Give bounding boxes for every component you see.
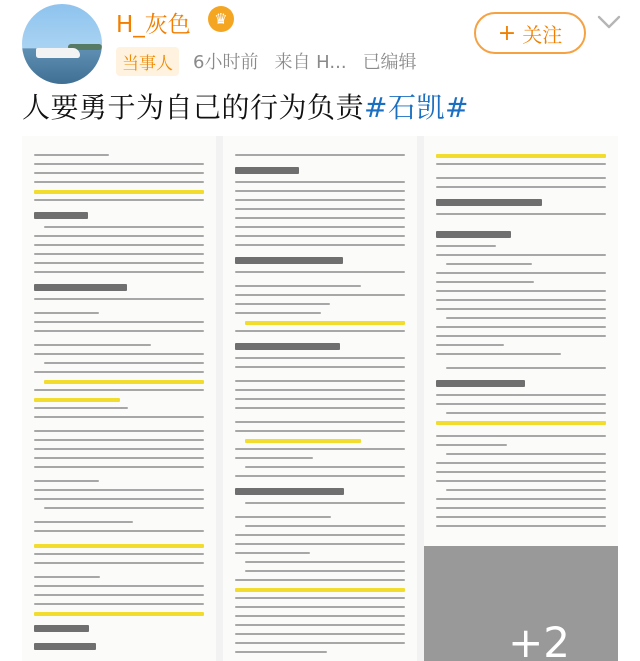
doc-text-line xyxy=(436,471,606,473)
chevron-down-icon[interactable] xyxy=(596,12,622,32)
doc-text-line xyxy=(235,330,405,332)
doc-text-line xyxy=(436,498,606,500)
doc-text-line xyxy=(34,448,204,450)
doc-text-line xyxy=(235,421,405,423)
post-source[interactable]: 来自 H... xyxy=(274,52,347,73)
doc-text-line xyxy=(235,303,330,305)
doc-text-line xyxy=(235,271,405,273)
doc-text-line xyxy=(235,651,327,653)
doc-section-heading xyxy=(235,488,344,495)
doc-text-line xyxy=(34,163,204,165)
hashtag-link[interactable]: #石凯# xyxy=(364,91,469,124)
doc-text-line xyxy=(235,294,405,296)
doc-text-line xyxy=(436,326,606,328)
doc-text-line xyxy=(235,615,405,617)
doc-highlight xyxy=(245,439,361,443)
doc-text-line xyxy=(34,389,204,391)
more-images-overlay[interactable] xyxy=(424,546,618,661)
doc-text-line xyxy=(436,444,507,446)
doc-text-line xyxy=(235,154,405,156)
doc-section-heading xyxy=(235,343,340,350)
doc-section-heading xyxy=(235,257,343,264)
doc-text-line xyxy=(446,489,606,491)
doc-text-line xyxy=(235,389,405,391)
doc-text-line xyxy=(34,530,204,532)
doc-text-line xyxy=(235,217,405,219)
doc-text-line xyxy=(44,226,204,228)
doc-text-line xyxy=(235,597,405,599)
doc-text-line xyxy=(34,344,151,346)
doc-text-line xyxy=(34,330,204,332)
doc-text-line xyxy=(34,371,204,373)
doc-text-line xyxy=(436,245,496,247)
post-time: 6小时前 xyxy=(193,52,259,73)
doc-text-line xyxy=(34,553,204,555)
doc-text-line xyxy=(436,525,606,527)
doc-text-line xyxy=(34,521,133,523)
doc-text-line xyxy=(34,253,204,255)
doc-text-line xyxy=(34,172,204,174)
doc-text-line xyxy=(436,394,606,396)
plus-icon: + xyxy=(497,20,517,46)
doc-text-line xyxy=(235,398,405,400)
doc-text-line xyxy=(446,453,606,455)
doc-text-line xyxy=(34,271,204,273)
doc-text-line xyxy=(235,430,405,432)
doc-highlight xyxy=(436,154,606,158)
doc-text-line xyxy=(235,606,405,608)
doc-text-line xyxy=(436,272,606,274)
doc-text-line xyxy=(436,308,606,310)
doc-text-line xyxy=(34,407,128,409)
doc-text-line xyxy=(245,525,405,527)
doc-text-line xyxy=(34,585,204,587)
more-images-count: +2 xyxy=(508,618,570,661)
post-meta xyxy=(116,46,417,76)
doc-section-heading xyxy=(34,625,89,632)
doc-text-line xyxy=(34,244,204,246)
doc-highlight xyxy=(34,398,120,402)
doc-text-line xyxy=(235,366,405,368)
avatar[interactable] xyxy=(22,4,102,84)
doc-text-line xyxy=(34,416,204,418)
doc-text-line xyxy=(436,507,606,509)
doc-text-line xyxy=(436,290,606,292)
doc-text-line xyxy=(235,457,313,459)
doc-section-heading xyxy=(436,380,525,387)
doc-text-line xyxy=(436,403,606,405)
doc-text-line xyxy=(34,321,204,323)
doc-section-heading xyxy=(235,167,299,174)
doc-text-line xyxy=(235,380,405,382)
doc-text-line xyxy=(436,435,606,437)
doc-text-line xyxy=(34,439,204,441)
doc-text-line xyxy=(34,489,204,491)
doc-highlight xyxy=(34,544,204,548)
doc-text-line xyxy=(34,262,204,264)
doc-text-line xyxy=(34,498,204,500)
doc-text-line xyxy=(34,199,204,201)
doc-text-line xyxy=(436,516,606,518)
doc-text-line xyxy=(235,579,405,581)
doc-text-line xyxy=(436,335,606,337)
doc-text-line xyxy=(34,480,99,482)
doc-text-line xyxy=(436,186,606,188)
doc-text-line xyxy=(235,475,405,477)
avatar-boat xyxy=(36,48,80,58)
document-image-2[interactable] xyxy=(223,136,417,661)
doc-text-line xyxy=(235,181,405,183)
doc-text-line xyxy=(446,412,606,414)
post-header xyxy=(0,0,640,90)
doc-text-line xyxy=(436,254,606,256)
doc-text-line xyxy=(235,312,321,314)
doc-text-line xyxy=(446,317,606,319)
doc-text-line xyxy=(235,448,405,450)
doc-text-line xyxy=(436,480,606,482)
doc-text-line xyxy=(235,552,310,554)
doc-section-heading xyxy=(436,199,542,206)
doc-text-line xyxy=(446,367,606,369)
doc-text-line xyxy=(436,299,606,301)
doc-text-line xyxy=(235,190,405,192)
post-body: 人要勇于为自己的行为负责 xyxy=(22,91,365,124)
doc-text-line xyxy=(446,263,532,265)
doc-text-line xyxy=(34,298,204,300)
doc-text-line xyxy=(34,181,204,183)
doc-text-line xyxy=(245,561,405,563)
doc-text-line xyxy=(44,362,204,364)
doc-text-line xyxy=(34,594,204,596)
doc-text-line xyxy=(34,466,204,468)
doc-text-line xyxy=(245,570,405,572)
doc-highlight xyxy=(235,588,405,592)
doc-text-line xyxy=(235,244,405,246)
doc-text-line xyxy=(245,502,405,504)
doc-text-line xyxy=(34,603,204,605)
doc-text-line xyxy=(34,576,100,578)
crown-icon: ♛ xyxy=(208,6,234,32)
doc-text-line xyxy=(436,344,504,346)
follow-button[interactable] xyxy=(474,12,586,54)
doc-text-line xyxy=(245,466,405,468)
doc-text-line xyxy=(34,154,109,156)
doc-section-heading xyxy=(34,212,88,219)
doc-text-line xyxy=(34,312,99,314)
doc-text-line xyxy=(235,357,405,359)
doc-text-line xyxy=(436,163,606,165)
doc-section-heading xyxy=(34,643,96,650)
document-image-1[interactable] xyxy=(22,136,216,661)
follow-label: 关注 xyxy=(522,22,563,47)
doc-highlight xyxy=(34,612,204,616)
doc-text-line xyxy=(235,235,405,237)
doc-text-line xyxy=(235,543,405,545)
doc-highlight xyxy=(34,190,204,194)
doc-text-line xyxy=(235,199,405,201)
doc-text-line xyxy=(34,235,204,237)
image-grid xyxy=(22,136,618,661)
doc-text-line xyxy=(235,208,405,210)
doc-text-line xyxy=(34,430,204,432)
document-image-3[interactable] xyxy=(424,136,618,546)
doc-text-line xyxy=(436,281,534,283)
doc-text-line xyxy=(235,407,405,409)
doc-section-heading xyxy=(436,231,511,238)
doc-text-line xyxy=(235,624,405,626)
doc-text-line xyxy=(436,213,606,215)
doc-text-line xyxy=(436,177,606,179)
role-badge: 当事人 xyxy=(116,47,179,76)
doc-text-line xyxy=(436,353,561,355)
user-name[interactable]: H_灰色 xyxy=(116,12,191,38)
post-text xyxy=(22,86,469,126)
doc-text-line xyxy=(235,633,405,635)
edited-label: 已编辑 xyxy=(362,52,417,73)
doc-section-heading xyxy=(34,284,127,291)
doc-text-line xyxy=(235,226,405,228)
doc-text-line xyxy=(436,462,606,464)
doc-text-line xyxy=(34,457,204,459)
doc-text-line xyxy=(235,642,405,644)
doc-text-line xyxy=(235,534,405,536)
doc-text-line xyxy=(44,507,204,509)
doc-highlight xyxy=(436,421,606,425)
doc-text-line xyxy=(34,353,204,355)
doc-highlight xyxy=(44,380,204,384)
doc-text-line xyxy=(235,516,331,518)
doc-highlight xyxy=(245,321,405,325)
doc-text-line xyxy=(235,285,361,287)
doc-text-line xyxy=(34,562,204,564)
